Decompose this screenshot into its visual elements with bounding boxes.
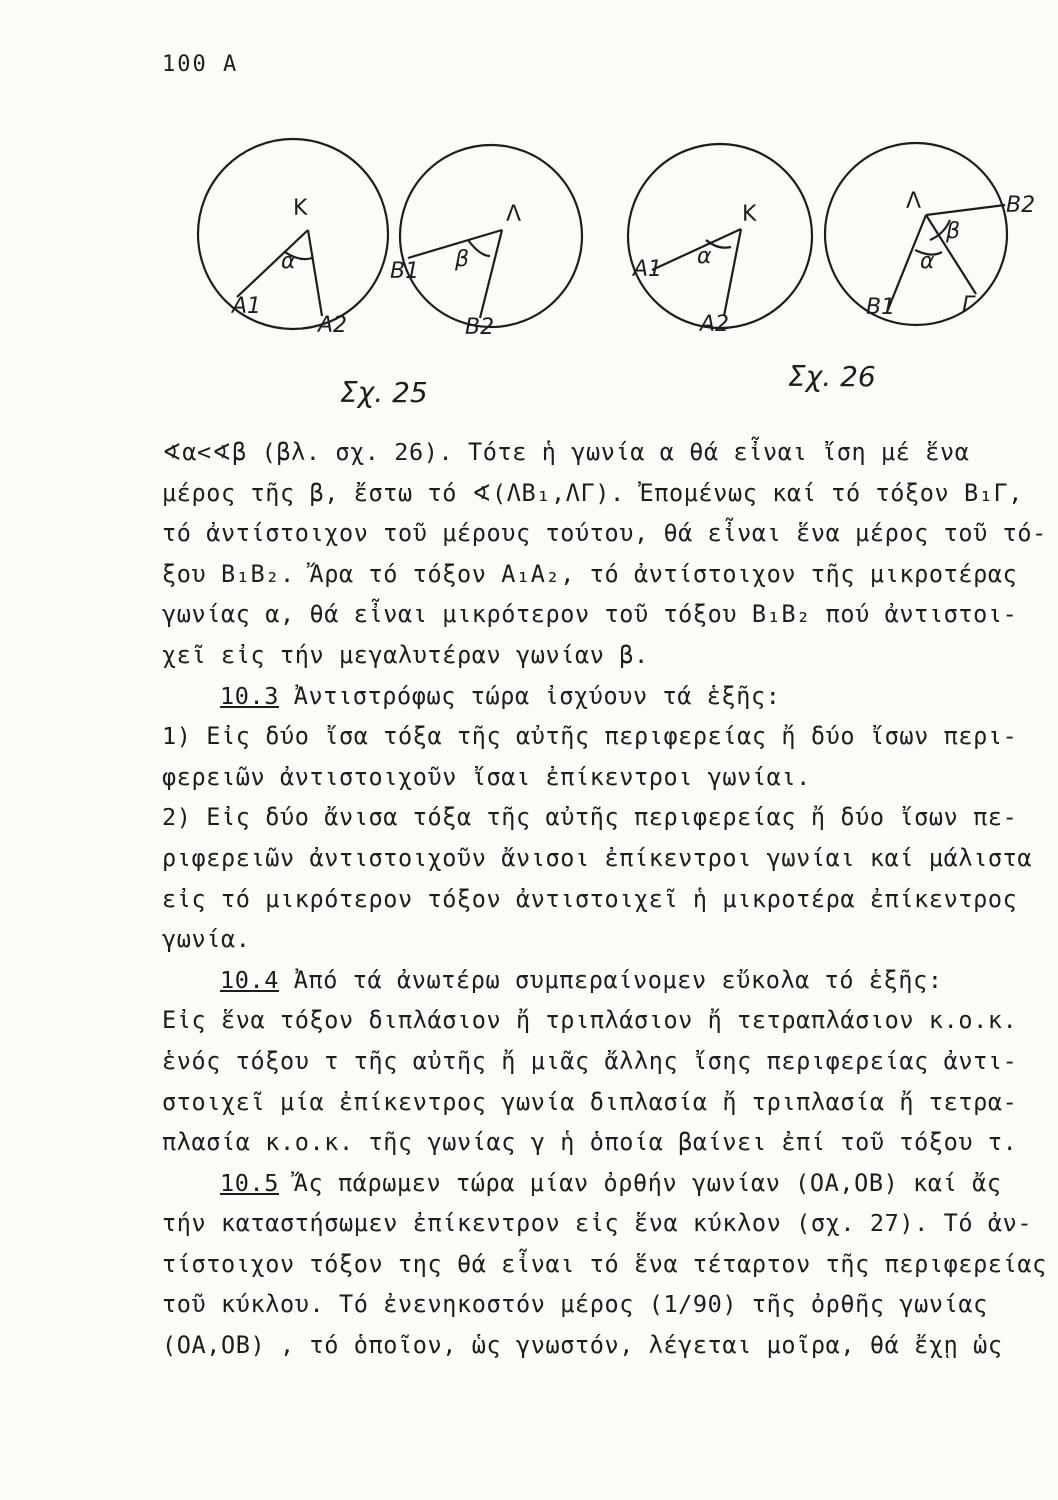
section-10-4 (162, 960, 1047, 1001)
fig25-circle-k (198, 139, 388, 329)
list-line: εἰς τό μικρότερον τόξον ἀντιστοιχεῖ ἡ μικροτέρα ἐπίκεντρος (162, 884, 1018, 913)
text-line: τό ἀντίστοιχον τοῦ μέρους τούτου, θά εἶναι ἕνα μέρος τοῦ τό- (162, 519, 1047, 548)
fig25-caption: Σχ. 25 (340, 376, 428, 409)
fig25-label-alpha: α (281, 249, 296, 274)
text-line: πλασία κ.ο.κ. τῆς γωνίας γ ἡ ὁποία βαίνει ἐπί τοῦ τόξου τ. (162, 1128, 1018, 1157)
fig25-label-l: Λ (506, 202, 522, 227)
text-line: ∢α<∢β (βλ. σχ. 26). Τότε ἡ γωνία α θά εἶναι ἴση μέ ἕνα (162, 438, 970, 466)
section-heading-text: Ἀντιστρόφως τώρα ἰσχύουν τά ἑξῆς: (279, 681, 781, 710)
list-line: 1) Εἰς δύο ἴσα τόξα τῆς αὐτῆς περιφερείας ἤ δύο ἴσων περι- (162, 722, 1018, 751)
figures-svg (0, 0, 1058, 430)
section-10-5 (162, 1163, 1047, 1204)
fig26-circle-l (825, 143, 1007, 325)
text-line: ἑνός τόξου τ τῆς αὐτῆς ἤ μιᾶς ἄλλης ἴσης περιφερείας ἀντι- (162, 1046, 1018, 1075)
fig26-label-l: Λ (906, 189, 922, 214)
section-heading-text: Ἄς πάρωμεν τώρα μίαν ὀρθήν γωνίαν (ΟΑ,ΟΒ) καί ἄς (279, 1168, 1002, 1197)
text-line: τίστοιχον τόξον της θά εἶναι τό ἕνα τέταρτον τῆς περιφερείας (162, 1249, 1047, 1278)
list-line: γωνία. (162, 925, 251, 954)
fig25-label-b2: Β2 (465, 315, 495, 340)
fig26-label-a2: Α2 (700, 312, 730, 337)
fig25-label-a2: Α2 (318, 313, 348, 338)
section-number: 10.3 (220, 681, 279, 710)
text-line: (ΟΑ,ΟΒ) , τό ὁποῖον, ὡς γνωστόν, λέγεται μοῖρα, θά ἔχῃ ὡς (162, 1331, 1003, 1360)
section-number: 10.4 (220, 965, 279, 994)
section-10-3 (162, 676, 1047, 717)
fig26-label-k: Κ (742, 202, 757, 227)
fig26-label-alpha2: α (920, 249, 935, 274)
page-number: 100 A (162, 52, 239, 77)
fig26-label-a1: Α1 (633, 257, 663, 282)
text-line: Εἰς ἕνα τόξον διπλάσιον ἤ τριπλάσιον ἤ τετραπλάσιον κ.ο.κ. (162, 1006, 1018, 1035)
text-line: ξου Β₁Β₂. Ἄρα τό τόξον Α₁Α₂, τό ἀντίστοιχον τῆς μικροτέρας (162, 559, 1018, 588)
fig25-label-beta: β (455, 247, 470, 272)
fig25-label-a1: Α1 (232, 294, 262, 319)
section-number: 10.5 (220, 1168, 279, 1197)
fig26-label-gamma: Γ (962, 293, 975, 318)
list-line: 2) Εἰς δύο ἄνισα τόξα τῆς αὐτῆς περιφερείας ἤ δύο ἴσων πε- (162, 803, 1018, 832)
text-line: τήν καταστήσωμεν ἐπίκεντρον εἰς ἕνα κύκλον (σχ. 27). Τό ἀν- (162, 1209, 1033, 1238)
fig25-label-b1: Β1 (390, 259, 420, 284)
fig26-caption: Σχ. 26 (788, 360, 876, 393)
fig25-circle-l (400, 145, 582, 327)
text-line: χεῖ εἰς τήν μεγαλυτέραν γωνίαν β. (162, 640, 649, 669)
text-line: στοιχεῖ μία ἐπίκεντρος γωνία διπλασία ἤ τριπλασία ἤ τετρα- (162, 1087, 1018, 1116)
list-line: φερειῶν ἀντιστοιχοῦν ἴσαι ἐπίκεντροι γωνίαι. (162, 762, 811, 791)
fig26-circle-k (628, 144, 812, 328)
text-line: μέρος τῆς β, ἔστω τό ∢(ΛΒ₁,ΛΓ). Ἐπομένως καί τό τόξον Β₁Γ, (162, 478, 1023, 507)
text-line: γωνίας α, θά εἶναι μικρότερον τοῦ τόξου Β₁Β₂ πού ἀντιστοι- (162, 600, 1018, 629)
text-line: τοῦ κύκλου. Τό ἐνενηκοστόν μέρος (1/90) τῆς ὀρθῆς γωνίας (162, 1290, 988, 1319)
body-text (162, 432, 1047, 1366)
fig26-label-beta: β (946, 219, 961, 244)
fig26-label-b1: Β1 (866, 295, 896, 320)
list-line: ριφερειῶν ἀντιστοιχοῦν ἄνισοι ἐπίκεντροι γωνίαι καί μάλιστα (162, 843, 1033, 872)
fig26-label-b2: Β2 (1006, 193, 1036, 218)
section-heading-text: Ἀπό τά ἀνωτέρω συμπεραίνομεν εὔκολα τό ἑξῆς: (279, 965, 943, 994)
fig26-label-alpha: α (697, 244, 712, 269)
fig25-label-k: Κ (293, 196, 308, 221)
